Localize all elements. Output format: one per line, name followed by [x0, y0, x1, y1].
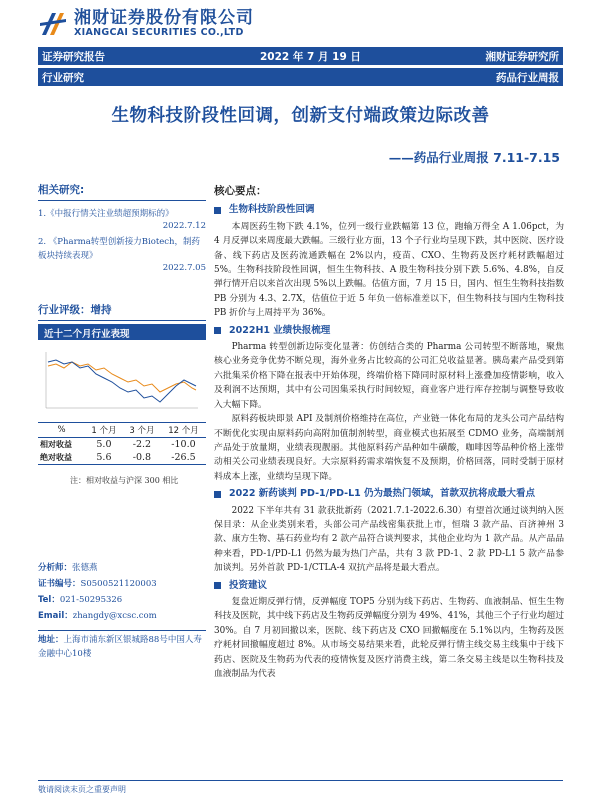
bullet-square-icon	[214, 207, 221, 214]
report-date: 2022 年 7 月 19 日	[260, 51, 361, 63]
report-subtitle: ——药品行业周报 7.11-7.15	[388, 150, 560, 165]
main-content	[214, 184, 564, 681]
perf-header: 3 个月	[123, 423, 161, 438]
analyst-info	[38, 560, 206, 624]
cell: 5.0	[96, 439, 112, 450]
footer-divider	[38, 780, 563, 781]
perf-header: %	[38, 423, 85, 438]
related-date: 2022.7.12	[162, 221, 206, 231]
related-item[interactable]: 1.《中报行情关注业绩超预期标的》	[38, 209, 174, 219]
cert-number: S0500521120003	[80, 579, 157, 589]
tel-label: Tel：	[38, 595, 60, 605]
industry-performance-chart	[38, 344, 206, 416]
performance-table	[38, 422, 206, 465]
section-heading: 2022H1 业绩快报梳理	[214, 324, 564, 338]
company-logo	[38, 6, 254, 42]
perf-heading: 近十二个月行业表现	[38, 324, 206, 340]
section-heading: 生物科技阶段性回调	[214, 203, 564, 217]
report-category: 行业研究	[42, 72, 84, 84]
cell: -26.5	[161, 451, 206, 465]
analyst-label: 分析师：	[38, 563, 73, 573]
bullet-square-icon	[214, 491, 221, 498]
company-name-cn: 湘财证券股份有限公司	[74, 8, 254, 29]
cert-label: 证书编号：	[38, 579, 81, 589]
row-label: 相对收益	[40, 440, 72, 449]
industry-rating: 行业评级：增持	[38, 302, 206, 321]
logo-mark-icon	[38, 9, 68, 39]
analyst-name: 张德燕	[72, 563, 98, 573]
related-item[interactable]: 2. 《Pharma转型创新接力Biotech，制药板块持续表现》	[38, 237, 201, 261]
addr-label: 地址：	[38, 635, 64, 645]
cell: -2.2	[132, 439, 152, 450]
table-row	[38, 451, 206, 465]
paragraph: 复盘近期反弹行情，反弹幅度 TOP5 分别为线下药店、生物药、血液制品、恒生生物科技及医院，其中线下药店及生物药反弹幅度分别为 49%、41%，其他三个子行业均超过 30%。自 7 月初回撤以来，医院、线下药店及 CXO 回撤幅度在 5.1%以内，生物药及医疗耗材回撤幅度超过 8%。从市场交易结果来看，此轮反弹行情主线交易主线集中于线下药店、医院及生物药为代表的疫情恢复及医疗消费主线，第二条交易主线是以生物科技及血液制品为代表	[214, 596, 564, 679]
related-heading: 相关研究:	[38, 182, 206, 201]
row-label: 绝对收益	[38, 451, 85, 465]
addr-text: 上海市浦东新区银城路88号中国人寿金融中心10楼	[38, 635, 202, 659]
paragraph: 原料药板块即景 API 及制剂价格维持在高位，产业链一体化布局的龙头公司产品结构不断优化实现由原料药向高附加值制剂转型，商业模式也拓展至 CDMO 业务，高端制剂产品处于放量期，业绩表现靓丽。其他原料药产品种如牛磺酸，咖啡因等品种价格上涨带动相关公司业绩表现良好。大宗原料药需求端恢复不及预期，价格回落，同时受制于原材料成本上涨，业绩均呈现下降。	[214, 414, 564, 482]
address	[38, 630, 206, 661]
perf-header: 1 个月	[85, 423, 123, 438]
cell: -10.0	[171, 439, 196, 450]
footer-disclaimer: 敬请阅读末页之重要声明	[38, 785, 126, 794]
institute-name: 湘财证券研究所	[485, 51, 559, 63]
section-heading: 2022 新药谈判 PD-1/PD-L1 仍为最热门领域，首款双抗将成最大看点	[214, 487, 564, 501]
cell: -0.8	[123, 451, 161, 465]
header-band-bottom	[38, 68, 563, 86]
header-band-top	[38, 47, 563, 65]
paragraph: 2022 下半年共有 31 款获批新药（2021.7.1-2022.6.30）有望首次通过谈判纳入医保目录：从企业类别来看，头部公司产品线密集获批上市，恒瑞 3 款产品、百济神州 3 款、康方生物、基石药业均有 2 款产品符合谈判要求，其他企业均为 1 款产品。从产品品种来看，PD-1/PD-L1 仍然为最为热门产品，共有 3 款 PD-1、2 款 PD-L1 5 款产品参加谈判。另外首款 PD-1/CTLA-4 双抗产品将是最大看点。	[214, 505, 564, 574]
cell: 5.6	[85, 451, 123, 465]
email-label: Email：	[38, 611, 73, 621]
paragraph: Pharma 转型创新边际变化显著：仿创结合类的 Pharma 公司转型不断落地，聚焦核心业务竞争优势不断兑现，海外业务占比较高的公司汇兑收益显著。胰岛素产品受到第六批集采价格下降在报表中开始体现，终端价格下降同时原材料上涨叠加疫情影响，收入及利润不达预期，其中有公司因集采执行时间较短，商业客户进行库存控制与调整导致收入大幅下降。	[214, 342, 564, 410]
bullet-square-icon	[214, 582, 221, 589]
bullet-square-icon	[214, 327, 221, 334]
related-research	[38, 182, 206, 273]
report-type: 证券研究报告	[42, 51, 105, 63]
table-note: 注：相对收益与沪深 300 相比	[70, 476, 179, 485]
tel-number: 021-50295326	[59, 595, 123, 605]
key-points-heading: 核心要点：	[214, 185, 267, 197]
paragraph: 本周医药生物下跌 4.1%，位列一级行业跌幅第 13 位，跑输万得全 A 1.06pct，为 4 月反弹以来周度最大跌幅。三级行业方面，13 个子行业均呈现下跌，其中医院、医疗设备、线下药店及医药流通跌幅在 2%以内，疫苗、CXO、生物药及医疗耗材跌幅超过 5%。生物科技阶段性回调，恒生生物科技、A 股生物科技分别下跌 5.6%、4.8%，自反弹行情开启以来首次出现 5%以上跌幅。估值方面，7 月 15 日，国内、恒生生物科技指数 PB 分别为 4.3、2.7X，估值位于近 5 年负一倍标准差以下，但生物科技与国内生物科技 PB 折价与上周持平为 36%。	[214, 221, 564, 319]
table-row	[38, 438, 206, 452]
report-title: 生物科技阶段性回调，创新支付端政策边际改善	[111, 106, 490, 126]
report-series: 药品行业周报	[496, 72, 559, 84]
perf-header: 12 个月	[161, 423, 206, 438]
email-link[interactable]: zhangdy@xcsc.com	[72, 611, 157, 621]
company-name-en: XIANGCAI SECURITIES CO.,LTD	[74, 26, 244, 38]
related-date: 2022.7.05	[162, 263, 206, 273]
section-heading: 投资建议	[214, 579, 564, 593]
